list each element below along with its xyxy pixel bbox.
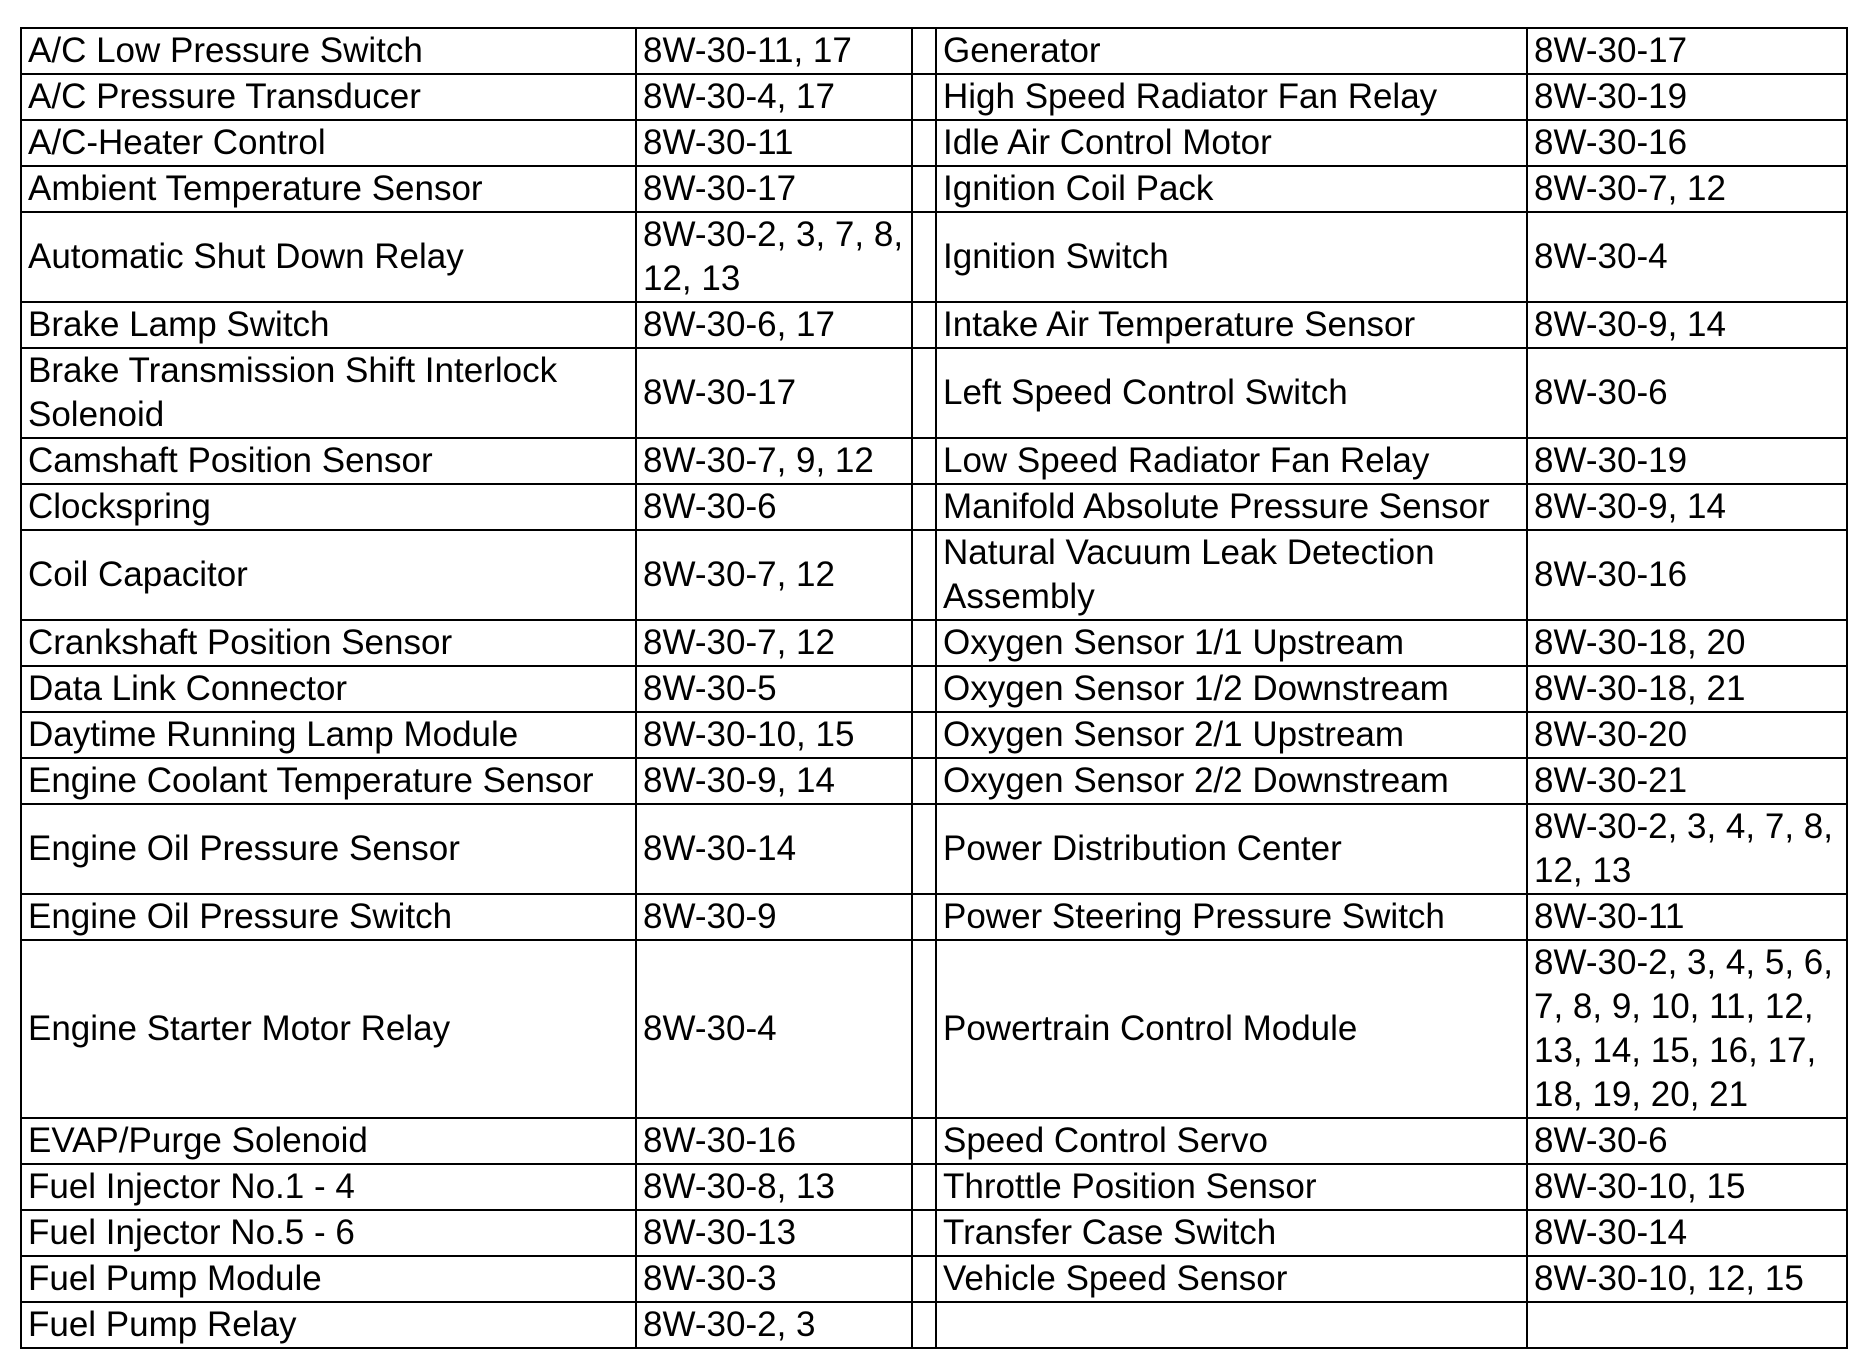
table-row bbox=[21, 438, 1847, 484]
left-component-ref: 8W-30-7, 12 bbox=[636, 530, 912, 620]
right-component-ref: 8W-30-2, 3, 4, 5, 6, 7, 8, 9, 10, 11, 12, 13, 14, 15, 16, 17, 18, 19, 20, 21 bbox=[1527, 940, 1847, 1118]
table-row bbox=[21, 1302, 1847, 1348]
left-component-ref: 8W-30-3 bbox=[636, 1256, 912, 1302]
right-component-ref: 8W-30-21 bbox=[1527, 758, 1847, 804]
right-component-ref: 8W-30-18, 21 bbox=[1527, 666, 1847, 712]
right-component-ref: 8W-30-10, 15 bbox=[1527, 1164, 1847, 1210]
left-component-name: Engine Oil Pressure Sensor bbox=[21, 804, 636, 894]
right-component-name: Oxygen Sensor 1/2 Downstream bbox=[936, 666, 1527, 712]
right-component-name: High Speed Radiator Fan Relay bbox=[936, 74, 1527, 120]
left-component-name: Fuel Injector No.5 - 6 bbox=[21, 1210, 636, 1256]
column-gap bbox=[912, 666, 936, 712]
right-component-name: Intake Air Temperature Sensor bbox=[936, 302, 1527, 348]
table-row bbox=[21, 484, 1847, 530]
left-component-name: Ambient Temperature Sensor bbox=[21, 166, 636, 212]
left-component-ref: 8W-30-11 bbox=[636, 120, 912, 166]
left-component-name: Fuel Pump Relay bbox=[21, 1302, 636, 1348]
right-component-ref: 8W-30-16 bbox=[1527, 120, 1847, 166]
right-component-ref: 8W-30-19 bbox=[1527, 74, 1847, 120]
right-component-ref: 8W-30-9, 14 bbox=[1527, 484, 1847, 530]
table-row bbox=[21, 1164, 1847, 1210]
left-component-name: Automatic Shut Down Relay bbox=[21, 212, 636, 302]
left-component-ref: 8W-30-17 bbox=[636, 348, 912, 438]
column-gap bbox=[912, 1210, 936, 1256]
right-component-name: Idle Air Control Motor bbox=[936, 120, 1527, 166]
right-component-name: Natural Vacuum Leak Detection Assembly bbox=[936, 530, 1527, 620]
left-component-name: Data Link Connector bbox=[21, 666, 636, 712]
left-component-ref: 8W-30-9 bbox=[636, 894, 912, 940]
right-component-ref: 8W-30-20 bbox=[1527, 712, 1847, 758]
left-component-name: Camshaft Position Sensor bbox=[21, 438, 636, 484]
left-component-name: Brake Transmission Shift Interlock Solenoid bbox=[21, 348, 636, 438]
left-component-ref: 8W-30-6 bbox=[636, 484, 912, 530]
left-component-ref: 8W-30-17 bbox=[636, 166, 912, 212]
right-component-name: Transfer Case Switch bbox=[936, 1210, 1527, 1256]
left-component-ref: 8W-30-10, 15 bbox=[636, 712, 912, 758]
left-component-name: Coil Capacitor bbox=[21, 530, 636, 620]
right-component-name: Throttle Position Sensor bbox=[936, 1164, 1527, 1210]
table-row bbox=[21, 940, 1847, 1118]
left-component-ref: 8W-30-6, 17 bbox=[636, 302, 912, 348]
right-component-name: Oxygen Sensor 1/1 Upstream bbox=[936, 620, 1527, 666]
right-component-name: Generator bbox=[936, 28, 1527, 74]
right-component-ref: 8W-30-16 bbox=[1527, 530, 1847, 620]
right-component-ref: 8W-30-2, 3, 4, 7, 8, 12, 13 bbox=[1527, 804, 1847, 894]
left-component-name: A/C Pressure Transducer bbox=[21, 74, 636, 120]
table-row bbox=[21, 712, 1847, 758]
left-component-ref: 8W-30-7, 9, 12 bbox=[636, 438, 912, 484]
right-component-ref: 8W-30-14 bbox=[1527, 1210, 1847, 1256]
table-row bbox=[21, 758, 1847, 804]
table-row bbox=[21, 74, 1847, 120]
table-row bbox=[21, 1118, 1847, 1164]
right-component-name: Oxygen Sensor 2/2 Downstream bbox=[936, 758, 1527, 804]
left-component-ref: 8W-30-4 bbox=[636, 940, 912, 1118]
right-component-ref: 8W-30-11 bbox=[1527, 894, 1847, 940]
left-component-ref: 8W-30-5 bbox=[636, 666, 912, 712]
left-component-name: Fuel Pump Module bbox=[21, 1256, 636, 1302]
table-row bbox=[21, 120, 1847, 166]
left-component-ref: 8W-30-16 bbox=[636, 1118, 912, 1164]
right-component-ref: 8W-30-6 bbox=[1527, 1118, 1847, 1164]
right-component-name: Power Steering Pressure Switch bbox=[936, 894, 1527, 940]
right-component-name: Ignition Switch bbox=[936, 212, 1527, 302]
left-component-ref: 8W-30-7, 12 bbox=[636, 620, 912, 666]
component-index-body bbox=[21, 28, 1847, 1348]
left-component-name: A/C-Heater Control bbox=[21, 120, 636, 166]
table-row bbox=[21, 302, 1847, 348]
right-component-name: Manifold Absolute Pressure Sensor bbox=[936, 484, 1527, 530]
left-component-name: Brake Lamp Switch bbox=[21, 302, 636, 348]
left-component-ref: 8W-30-11, 17 bbox=[636, 28, 912, 74]
column-gap bbox=[912, 530, 936, 620]
left-component-ref: 8W-30-2, 3 bbox=[636, 1302, 912, 1348]
column-gap bbox=[912, 484, 936, 530]
right-component-name bbox=[936, 1302, 1527, 1348]
column-gap bbox=[912, 1256, 936, 1302]
column-gap bbox=[912, 620, 936, 666]
column-gap bbox=[912, 120, 936, 166]
left-component-ref: 8W-30-13 bbox=[636, 1210, 912, 1256]
table-row bbox=[21, 348, 1847, 438]
column-gap bbox=[912, 940, 936, 1118]
left-component-ref: 8W-30-8, 13 bbox=[636, 1164, 912, 1210]
table-row bbox=[21, 1256, 1847, 1302]
column-gap bbox=[912, 1302, 936, 1348]
column-gap bbox=[912, 1164, 936, 1210]
column-gap bbox=[912, 28, 936, 74]
right-component-name: Oxygen Sensor 2/1 Upstream bbox=[936, 712, 1527, 758]
table-row bbox=[21, 530, 1847, 620]
left-component-ref: 8W-30-4, 17 bbox=[636, 74, 912, 120]
column-gap bbox=[912, 1118, 936, 1164]
right-component-ref: 8W-30-9, 14 bbox=[1527, 302, 1847, 348]
table-row bbox=[21, 28, 1847, 74]
column-gap bbox=[912, 166, 936, 212]
table-row bbox=[21, 804, 1847, 894]
table-row bbox=[21, 212, 1847, 302]
column-gap bbox=[912, 438, 936, 484]
column-gap bbox=[912, 712, 936, 758]
right-component-name: Vehicle Speed Sensor bbox=[936, 1256, 1527, 1302]
table-row bbox=[21, 894, 1847, 940]
left-component-ref: 8W-30-9, 14 bbox=[636, 758, 912, 804]
right-component-ref bbox=[1527, 1302, 1847, 1348]
right-component-name: Powertrain Control Module bbox=[936, 940, 1527, 1118]
component-index-table bbox=[20, 27, 1848, 1349]
column-gap bbox=[912, 894, 936, 940]
table-row bbox=[21, 666, 1847, 712]
right-component-ref: 8W-30-17 bbox=[1527, 28, 1847, 74]
left-component-name: A/C Low Pressure Switch bbox=[21, 28, 636, 74]
right-component-ref: 8W-30-6 bbox=[1527, 348, 1847, 438]
left-component-name: Fuel Injector No.1 - 4 bbox=[21, 1164, 636, 1210]
left-component-ref: 8W-30-2, 3, 7, 8, 12, 13 bbox=[636, 212, 912, 302]
right-component-name: Ignition Coil Pack bbox=[936, 166, 1527, 212]
column-gap bbox=[912, 758, 936, 804]
left-component-name: Engine Oil Pressure Switch bbox=[21, 894, 636, 940]
right-component-name: Speed Control Servo bbox=[936, 1118, 1527, 1164]
table-row bbox=[21, 1210, 1847, 1256]
left-component-name: Crankshaft Position Sensor bbox=[21, 620, 636, 666]
column-gap bbox=[912, 74, 936, 120]
left-component-name: Engine Starter Motor Relay bbox=[21, 940, 636, 1118]
column-gap bbox=[912, 804, 936, 894]
right-component-ref: 8W-30-10, 12, 15 bbox=[1527, 1256, 1847, 1302]
table-row bbox=[21, 166, 1847, 212]
right-component-ref: 8W-30-19 bbox=[1527, 438, 1847, 484]
left-component-name: Clockspring bbox=[21, 484, 636, 530]
right-component-ref: 8W-30-18, 20 bbox=[1527, 620, 1847, 666]
left-component-name: Engine Coolant Temperature Sensor bbox=[21, 758, 636, 804]
right-component-ref: 8W-30-7, 12 bbox=[1527, 166, 1847, 212]
left-component-name: Daytime Running Lamp Module bbox=[21, 712, 636, 758]
table-row bbox=[21, 620, 1847, 666]
right-component-ref: 8W-30-4 bbox=[1527, 212, 1847, 302]
right-component-name: Power Distribution Center bbox=[936, 804, 1527, 894]
column-gap bbox=[912, 348, 936, 438]
column-gap bbox=[912, 302, 936, 348]
left-component-name: EVAP/Purge Solenoid bbox=[21, 1118, 636, 1164]
column-gap bbox=[912, 212, 936, 302]
right-component-name: Left Speed Control Switch bbox=[936, 348, 1527, 438]
right-component-name: Low Speed Radiator Fan Relay bbox=[936, 438, 1527, 484]
left-component-ref: 8W-30-14 bbox=[636, 804, 912, 894]
